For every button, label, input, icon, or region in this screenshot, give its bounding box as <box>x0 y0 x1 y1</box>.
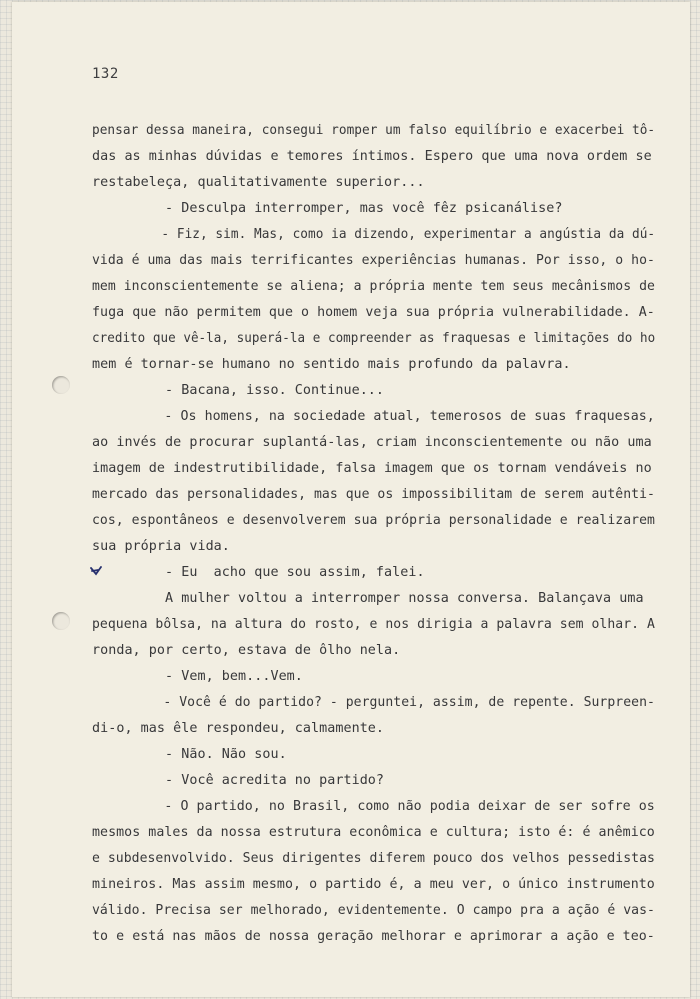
text-line: ronda, por certo, estava de ôlho nela. <box>92 643 401 658</box>
text-line: cos, espontâneos e desenvolverem sua própria personalidade e realizarem <box>92 513 655 528</box>
text-line: - Eu acho que sou assim, falei. <box>92 565 425 580</box>
text-line: sua própria vida. <box>92 539 230 554</box>
text-line: restabeleça, qualitativamente superior... <box>92 175 425 190</box>
text-line: e subdesenvolvido. Seus dirigentes diferem pouco dos velhos pessedistas <box>92 851 655 866</box>
text-line: mercado das personalidades, mas que os impossibilitam de serem autênti- <box>92 487 655 502</box>
punch-hole <box>52 376 70 394</box>
text-line: ao invés de procurar suplantá-las, criam inconscientemente ou não uma <box>92 435 652 450</box>
text-line: - Os homens, na sociedade atual, temerosos de suas fraquesas, <box>92 409 655 424</box>
text-line: fuga que não permitem que o homem veja sua própria vulnerabilidade. A- <box>92 305 655 320</box>
text-line: pequena bôlsa, na altura do rosto, e nos dirigia a palavra sem olhar. A <box>92 617 655 632</box>
text-line: mem é tornar-se humano no sentido mais profundo da palavra. <box>92 357 571 372</box>
text-line: A mulher voltou a interromper nossa conversa. Balançava uma <box>92 591 644 606</box>
text-line: - O partido, no Brasil, como não podia deixar de ser sofre os <box>92 799 655 814</box>
text-line: - Desculpa interromper, mas você fêz psicanálise? <box>92 201 563 216</box>
text-line: mesmos males da nossa estrutura econômica e cultura; isto é: é anêmico <box>92 825 655 840</box>
page-number: 132 <box>92 66 119 82</box>
text-line: - Você acredita no partido? <box>92 773 385 788</box>
text-line: - Bacana, isso. Continue... <box>92 383 385 398</box>
text-line: pensar dessa maneira, consegui romper um falso equilíbrio e exacerbei tô- <box>92 123 656 138</box>
text-line: imagem de indestrutibilidade, falsa imagem que os tornam vendáveis no <box>92 461 652 476</box>
text-line: - Você é do partido? - perguntei, assim, de repente. Surpreen- <box>92 695 655 710</box>
text-line: - Não. Não sou. <box>92 747 287 762</box>
text-line: to e está nas mãos de nossa geração melhorar e aprimorar a ação e teo- <box>92 929 655 944</box>
text-line: - Vem, bem...Vem. <box>92 669 303 684</box>
text-line: das as minhas dúvidas e temores íntimos. Espero que uma nova ordem se <box>92 149 652 164</box>
text-line: vida é uma das mais terrificantes experiências humanas. Por isso, o ho- <box>92 253 655 268</box>
text-line: mem inconscientemente se aliena; a própria mente tem seus mecânismos de <box>92 279 655 294</box>
text-line: di-o, mas êle respondeu, calmamente. <box>92 721 385 736</box>
punch-hole <box>52 612 70 630</box>
text-line: mineiros. Mas assim mesmo, o partido é, a meu ver, o único instrumento <box>92 877 655 892</box>
text-line: - Fiz, sim. Mas, como ia dizendo, experimentar a angústia da dú- <box>92 227 656 242</box>
text-line: credito que vê-la, superá-la e compreender as fraquesas e limitações do ho <box>92 331 656 346</box>
text-line: válido. Precisa ser melhorado, evidentemente. O campo pra a ação é vas- <box>92 903 655 918</box>
